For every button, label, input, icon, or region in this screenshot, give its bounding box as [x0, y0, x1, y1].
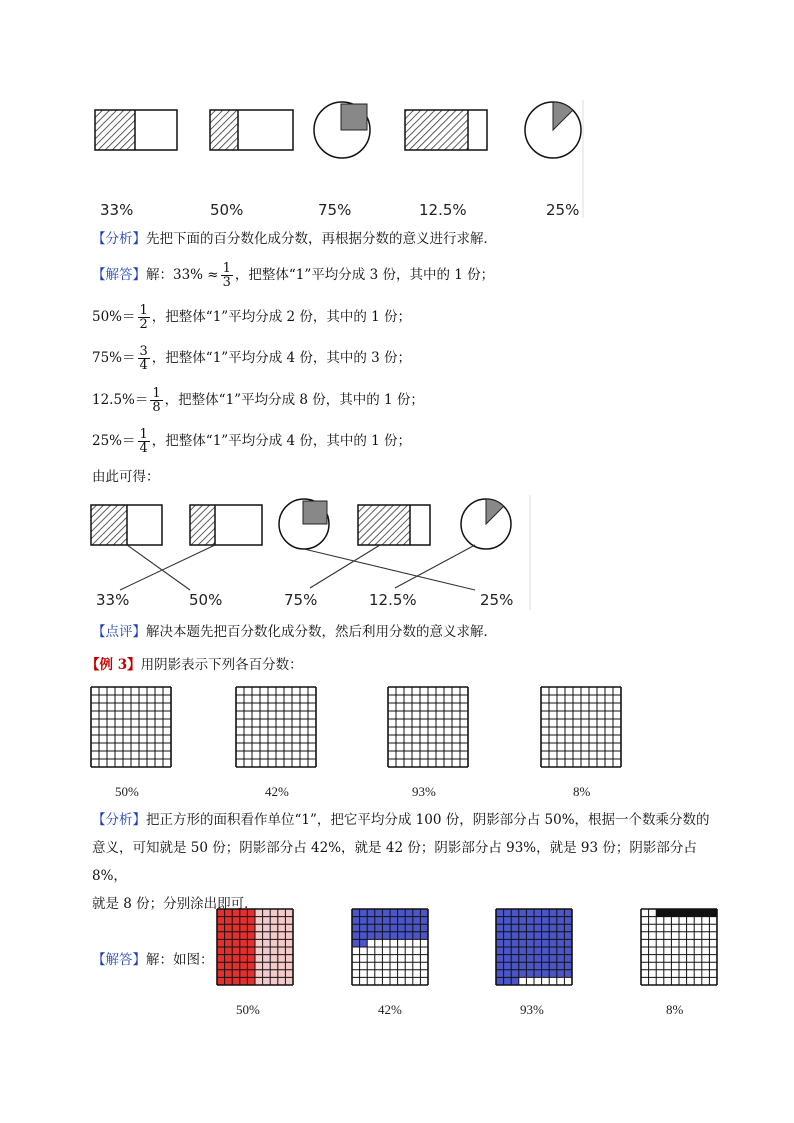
shaded-cell: [504, 962, 512, 970]
shaded-cell: [278, 924, 286, 932]
fig2-label-2: 50%: [189, 591, 223, 609]
shaded-cell: [285, 924, 293, 932]
shaded-cell: [504, 932, 512, 940]
shaded-cell: [420, 932, 428, 940]
answer-grid-label-2: 42%: [378, 1002, 402, 1017]
answer-3: [92, 950, 214, 970]
shaded-cell: [263, 939, 271, 947]
shaded-cell: [511, 939, 519, 947]
shaded-cell: [240, 924, 248, 932]
example-3-tag: 【例 3】: [86, 657, 141, 673]
shaded-cell: [405, 932, 413, 940]
shaded-cell: [232, 947, 240, 955]
shaded-cell: [255, 955, 263, 963]
shaded-cell: [247, 939, 255, 947]
shaded-cell: [534, 947, 542, 955]
shaded-cell: [225, 924, 233, 932]
shaded-cell: [225, 955, 233, 963]
shaded-cell: [285, 932, 293, 940]
fig2-label-5: 25%: [480, 591, 514, 609]
shaded-cell: [278, 977, 286, 985]
shaded-cell: [564, 955, 572, 963]
shaded-cell: [526, 939, 534, 947]
shaded-cell: [496, 924, 504, 932]
shaded-cell: [225, 977, 233, 985]
shaded-cell: [557, 924, 565, 932]
shaded-cell: [352, 924, 360, 932]
shaded-cell: [564, 939, 572, 947]
empty-grid-50: [91, 687, 171, 767]
analysis-tag: 【分析】: [92, 231, 146, 247]
shaded-cell: [240, 962, 248, 970]
shaded-cell: [232, 955, 240, 963]
shaded-cell: [285, 970, 293, 978]
shaded-cell: [247, 932, 255, 940]
fraction-1-8: $\frac{1}{8}$: [152, 386, 161, 415]
fraction-1-2: $\frac{1}{2}$: [139, 303, 148, 332]
shaded-cell: [511, 924, 519, 932]
shaded-cell: [240, 955, 248, 963]
shaded-cell: [247, 970, 255, 978]
shaded-cell: [557, 947, 565, 955]
shaded-cell: [511, 932, 519, 940]
answer-grid-label-3: 93%: [520, 1002, 544, 1017]
fraction-3-4: $\frac{3}{4}$: [139, 344, 148, 373]
grid-label-1: 50%: [115, 784, 139, 799]
shaded-cell: [217, 977, 225, 985]
shaded-cell: [285, 962, 293, 970]
shaded-cell: [549, 932, 557, 940]
shaded-cell: [382, 924, 390, 932]
shaded-cell: [232, 924, 240, 932]
shaded-cell: [519, 970, 527, 978]
shaded-cell: [557, 962, 565, 970]
shaded-cell: [278, 947, 286, 955]
answer-line-3-lead: 75%＝: [92, 350, 136, 366]
shaded-cell: [217, 955, 225, 963]
shaded-cell: [542, 970, 550, 978]
shaded-cell: [278, 970, 286, 978]
shaded-cell: [398, 924, 406, 932]
shaded-cell: [511, 970, 519, 978]
shaded-cell: [496, 955, 504, 963]
answer-grid-50: [217, 909, 293, 985]
answer-tag: 【解答】: [92, 267, 146, 283]
shaded-cell: [542, 955, 550, 963]
shaded-cell: [263, 955, 271, 963]
shaded-cell: [270, 932, 278, 940]
shaded-cell: [549, 924, 557, 932]
answer-line-5-lead: 25%＝: [92, 433, 136, 449]
analysis-3-line-1: 【分析】把正方形的面积看作单位“1”，把它平均分成 100 份，阴影部分占 50%，根据一个数乘分数的: [92, 812, 710, 828]
shaded-cell: [496, 977, 504, 985]
answer-line-2-lead: 50%＝: [92, 309, 136, 325]
shaded-cell: [542, 932, 550, 940]
answer-grid-label-4: 8%: [666, 1002, 684, 1017]
shaded-cell: [504, 947, 512, 955]
shaded-cell: [270, 939, 278, 947]
shaded-cell: [564, 947, 572, 955]
shaded-cell: [285, 947, 293, 955]
shaded-cell: [504, 939, 512, 947]
shaded-cell: [255, 932, 263, 940]
shaded-cell: [270, 955, 278, 963]
shaded-cell: [360, 932, 368, 940]
shaded-cell: [240, 939, 248, 947]
shaded-cell: [225, 962, 233, 970]
shaded-cell: [240, 932, 248, 940]
shaded-cell: [255, 924, 263, 932]
shaded-cell: [247, 924, 255, 932]
shaded-cell: [390, 932, 398, 940]
analysis-3: [92, 806, 732, 918]
fig2-label-1: 33%: [96, 591, 130, 609]
shaded-cell: [557, 955, 565, 963]
shaded-cell: [549, 962, 557, 970]
shaded-cell: [375, 932, 383, 940]
shaded-cell: [526, 970, 534, 978]
answer-grid-93: [496, 909, 572, 985]
shaded-cell: [217, 939, 225, 947]
shaded-cell: [519, 939, 527, 947]
shaded-cell: [542, 924, 550, 932]
shaded-cell: [519, 962, 527, 970]
shaded-cell: [526, 924, 534, 932]
shaded-cell: [263, 924, 271, 932]
shaded-cell: [511, 962, 519, 970]
analysis-3-line-2: 意义，可知就是 50 份；阴影部分占 42%，就是 42 份；阴影部分占 93%，就是 93 份；阴影部分占 8%，: [92, 840, 697, 884]
shaded-cell: [270, 962, 278, 970]
fraction-1-3: $\frac{1}{3}$: [222, 261, 231, 290]
answer-line-3-tail: ，把整体“1”平均分成 4 份，其中的 3 份；: [151, 350, 412, 366]
shaded-cell: [232, 962, 240, 970]
fig1-label-4: 12.5%: [419, 201, 467, 219]
shaded-cell: [278, 932, 286, 940]
answer-line-1-tail: ，把整体“1”平均分成 3 份，其中的 1 份；: [234, 267, 495, 283]
shaded-cell: [247, 962, 255, 970]
shaded-cell: [496, 962, 504, 970]
shaded-cell: [285, 977, 293, 985]
fig1-label-1: 33%: [100, 201, 134, 219]
shaded-cell: [217, 932, 225, 940]
shaded-cell: [519, 932, 527, 940]
shaded-cell: [225, 970, 233, 978]
conclusion: 由此可得：: [92, 469, 160, 485]
shaded-cell: [255, 947, 263, 955]
shaded-cell: [496, 932, 504, 940]
shaded-cell: [511, 947, 519, 955]
fig2-label-4: 12.5%: [369, 591, 417, 609]
empty-grid-8: [541, 687, 621, 767]
shaded-cell: [549, 939, 557, 947]
shaded-cell: [519, 924, 527, 932]
shaded-cell: [225, 932, 233, 940]
answer-3-text: 解：如图：: [146, 952, 214, 968]
shaded-cell: [270, 947, 278, 955]
shaded-cell: [519, 947, 527, 955]
answer-grid-label-1: 50%: [236, 1002, 260, 1017]
shaded-cell: [504, 955, 512, 963]
shaded-cell: [255, 970, 263, 978]
shaded-cell: [382, 932, 390, 940]
shaded-cell: [255, 962, 263, 970]
grid-label-4: 8%: [573, 784, 591, 799]
shaded-cell: [360, 939, 368, 947]
shaded-cell: [232, 932, 240, 940]
empty-grid-93: [388, 687, 468, 767]
grid-label-2: 42%: [265, 784, 289, 799]
example-3-text: 用阴影表示下列各百分数：: [140, 657, 303, 673]
shaded-cell: [225, 947, 233, 955]
shaded-cell: [390, 924, 398, 932]
shaded-cell: [511, 977, 519, 985]
answer-line-2-tail: ，把整体“1”平均分成 2 份，其中的 1 份；: [151, 309, 412, 325]
shaded-cell: [285, 955, 293, 963]
shaded-cell: [519, 955, 527, 963]
shaded-cell: [367, 932, 375, 940]
answer-grid-8: [641, 909, 717, 985]
shaded-cell: [504, 970, 512, 978]
shaded-cell: [534, 955, 542, 963]
shaded-cell: [375, 924, 383, 932]
fig1-label-3: 75%: [318, 201, 352, 219]
grid-label-3: 93%: [412, 784, 436, 799]
shaded-cell: [263, 977, 271, 985]
shaded-cell: [564, 932, 572, 940]
shaded-cell: [217, 970, 225, 978]
shaded-cell: [247, 955, 255, 963]
shaded-cell: [255, 977, 263, 985]
shaded-cell: [526, 962, 534, 970]
shaded-cell: [526, 932, 534, 940]
shaded-cell: [496, 970, 504, 978]
analysis-3-line-3: 就是 8 份；分别涂出即可．: [92, 896, 258, 912]
shaded-cell: [511, 955, 519, 963]
shaded-cell: [549, 947, 557, 955]
comment-tag: 【点评】: [92, 624, 146, 640]
shaded-cell: [217, 947, 225, 955]
shaded-cell: [247, 947, 255, 955]
shaded-cell: [360, 924, 368, 932]
shaded-cell: [263, 947, 271, 955]
shaded-cell: [564, 924, 572, 932]
shaded-cell: [534, 939, 542, 947]
shaded-cell: [232, 939, 240, 947]
shaded-cell: [534, 924, 542, 932]
answer-line-1-lead: 解：33% ≈: [146, 267, 219, 283]
shaded-cell: [526, 955, 534, 963]
shaded-cell: [255, 939, 263, 947]
shaded-cell: [542, 939, 550, 947]
shaded-cell: [217, 924, 225, 932]
analysis-text: 先把下面的百分数化成分数，再根据分数的意义进行求解．: [146, 231, 497, 247]
shaded-cell: [534, 932, 542, 940]
shaded-cell: [496, 939, 504, 947]
shaded-cell: [557, 932, 565, 940]
shaded-cell: [352, 932, 360, 940]
shaded-cell: [270, 924, 278, 932]
shaded-cell: [278, 939, 286, 947]
answer-grid-42: [352, 909, 428, 985]
shaded-cell: [247, 977, 255, 985]
shaded-cell: [352, 939, 360, 947]
answer-line-5-tail: ，把整体“1”平均分成 4 份，其中的 1 份；: [151, 433, 412, 449]
shaded-cell: [367, 924, 375, 932]
shaded-cell: [278, 955, 286, 963]
shaded-cell: [240, 977, 248, 985]
shaded-cell: [263, 932, 271, 940]
shaded-cell: [263, 962, 271, 970]
shaded-cell: [413, 932, 421, 940]
answer-line-4-tail: ，把整体“1”平均分成 8 份，其中的 1 份；: [164, 392, 424, 408]
shaded-cell: [263, 970, 271, 978]
shaded-cell: [564, 962, 572, 970]
answer-3-tag: 【解答】: [92, 952, 146, 968]
shaded-cell: [232, 970, 240, 978]
shaded-cell: [270, 970, 278, 978]
shaded-cell: [240, 970, 248, 978]
shaded-cell: [232, 977, 240, 985]
shaded-cell: [542, 947, 550, 955]
shaded-cell: [564, 970, 572, 978]
shaded-cell: [413, 924, 421, 932]
fig1-label-2: 50%: [210, 201, 244, 219]
shaded-cell: [405, 924, 413, 932]
analysis-3-tag: 【分析】: [92, 812, 146, 828]
shaded-cell: [549, 955, 557, 963]
shaded-cell: [549, 970, 557, 978]
shaded-cell: [504, 924, 512, 932]
shaded-cell: [534, 970, 542, 978]
comment-text: 解决本题先把百分数化成分数，然后利用分数的意义求解．: [146, 624, 497, 640]
shaded-cell: [557, 939, 565, 947]
shaded-cell: [496, 947, 504, 955]
answer-line-4-lead: 12.5%＝: [92, 392, 149, 408]
empty-grid-42: [236, 687, 316, 767]
fig2-label-3: 75%: [284, 591, 318, 609]
shaded-cell: [534, 962, 542, 970]
shaded-cell: [526, 947, 534, 955]
shaded-cell: [504, 977, 512, 985]
shaded-cell: [225, 939, 233, 947]
fraction-1-4: $\frac{1}{4}$: [139, 427, 148, 456]
shaded-cell: [285, 939, 293, 947]
shaded-cell: [542, 962, 550, 970]
fig1-label-5: 25%: [546, 201, 580, 219]
shaded-cell: [270, 977, 278, 985]
shaded-cell: [217, 962, 225, 970]
shaded-cell: [240, 947, 248, 955]
shaded-cell: [398, 932, 406, 940]
shaded-cell: [420, 924, 428, 932]
shaded-cell: [557, 970, 565, 978]
shaded-cell: [278, 962, 286, 970]
